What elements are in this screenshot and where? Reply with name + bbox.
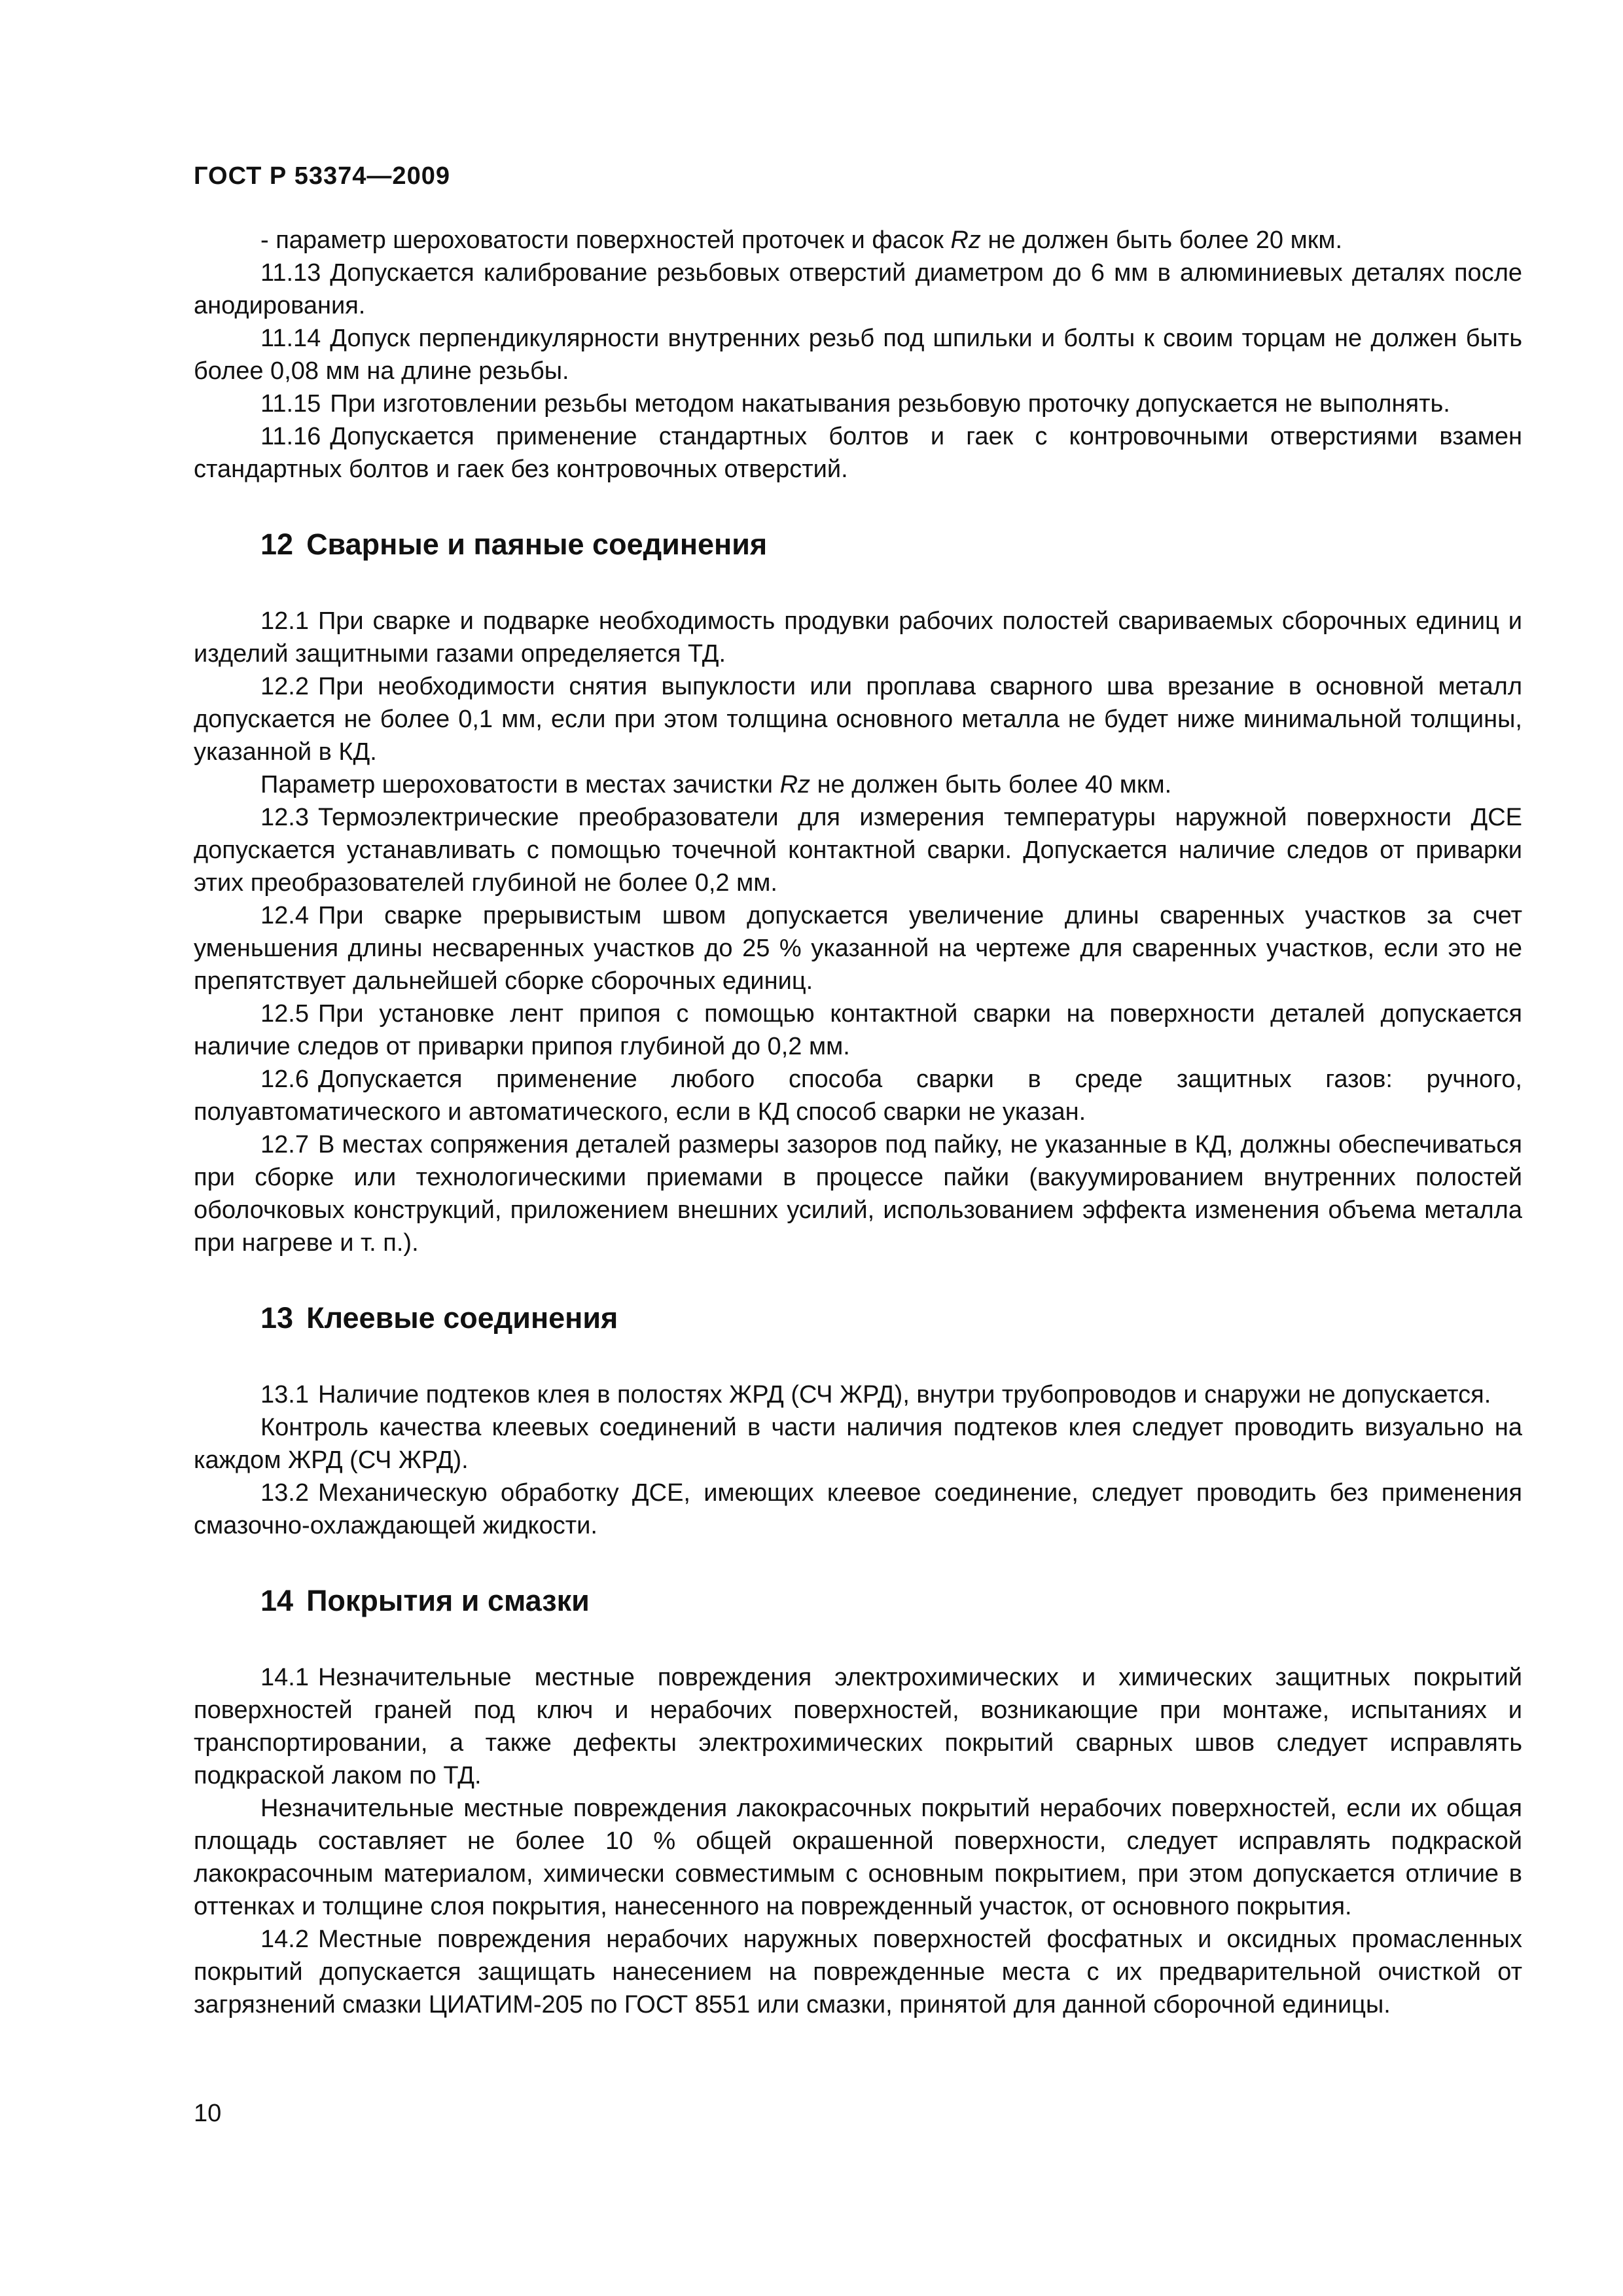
clause-number: 12.3	[260, 804, 309, 831]
clause-number: 13.1	[260, 1381, 309, 1408]
section-number: 14	[260, 1584, 294, 1617]
clause-12-6	[194, 1063, 1522, 1128]
document-body	[194, 224, 1522, 2021]
clause-number: 11.13	[260, 259, 321, 287]
clause-text: Механическую обработку ДСЕ, имеющих клеевое соединение, следует проводить без применения смазочно-охлаждающей жидкости.	[194, 1479, 1522, 1539]
clause-number: 11.16	[260, 423, 321, 450]
clause-text: В местах сопряжения деталей размеры зазоров под пайку, не указанные в КД, должны обеспечиваться при сборке или технологическими приемами в процессе пайки (вакуумированием внутренних полостей оболочковых конструкций, приложением внешних усилий, использованием эффекта изменения объема металла при нагреве и т. п.).	[194, 1131, 1522, 1257]
clause-text: При изготовлении резьбы методом накатывания резьбовую проточку допускается не выполнять.	[330, 390, 1450, 418]
clause-11-13	[194, 257, 1522, 322]
section-title: Клеевые соединения	[306, 1301, 618, 1335]
page-number: 10	[194, 2100, 222, 2127]
clause-number: 12.4	[260, 902, 309, 929]
clause-number: 14.1	[260, 1664, 309, 1691]
clause-text: При необходимости снятия выпуклости или проплава сварного шва врезание в основной металл допускается не более 0,1 мм, если при этом толщина основного металла не будет ниже минимальной толщины, указанной в КД.	[194, 673, 1522, 766]
clause-13-1	[194, 1378, 1522, 1411]
clause-text: Термоэлектрические преобразователи для измерения температуры наружной поверхности ДСЕ допускается устанавливать с помощью точечной контактной сварки. Допускается наличие следов от приварки этих преобразователей глубиной не более 0,2 мм.	[194, 804, 1522, 897]
clause-14-1-note: Незначительные местные повреждения лакокрасочных покрытий нерабочих поверхностей, если их общая площадь составляет не более 10 % общей окрашенной поверхности, следует исправлять подкраской лакокрасочным материалом, химически совместимым с основным покрытием, при этом допускается отличие в оттенках и толщине слоя покрытия, нанесенного на поврежденный участок, от основного покрытия.	[194, 1795, 1522, 1920]
clause-11-15	[194, 387, 1522, 420]
clause-number: 12.6	[260, 1066, 309, 1093]
clause-13-2	[194, 1477, 1522, 1542]
section-12-heading	[194, 526, 1522, 563]
clause-number: 12.5	[260, 1000, 309, 1028]
clause-13-1-note: Контроль качества клеевых соединений в части наличия подтеков клея следует проводить визуально на каждом ЖРД (СЧ ЖРД).	[194, 1414, 1522, 1474]
section-13-heading	[194, 1300, 1522, 1336]
clause-number: 12.7	[260, 1131, 309, 1158]
clause-text: Допуск перпендикулярности внутренних резьб под шпильки и болты к своим торцам не должен быть более 0,08 мм на длине резьбы.	[194, 325, 1522, 385]
clause-text: Наличие подтеков клея в полостях ЖРД (СЧ ЖРД), внутри трубопроводов и снаружи не допускается.	[317, 1381, 1491, 1408]
clause-11-16	[194, 420, 1522, 486]
section-number: 13	[260, 1301, 294, 1335]
clause-text: Допускается применение любого способа сварки в среде защитных газов: ручного, полуавтоматического и автоматического, если в КД способ сварки не указан.	[194, 1066, 1522, 1126]
clause-11-14	[194, 322, 1522, 387]
document-header: ГОСТ Р 53374—2009	[194, 162, 450, 190]
clause-12-2	[194, 670, 1522, 768]
clause-number: 11.15	[260, 390, 321, 418]
clause-12-4	[194, 899, 1522, 997]
clause-12-2-note: Параметр шероховатости в местах зачистки Rz не должен быть более 40 мкм.	[260, 771, 1172, 798]
clause-text: Незначительные местные повреждения электрохимических и химических защитных покрытий поверхностей граней под ключ и нерабочих поверхностей, возникающие при монтаже, испытаниях и транспортировании, а также дефекты электрохимических покрытий сварных швов следует исправлять подкраской лаком по ТД.	[194, 1664, 1522, 1789]
clause-text: Местные повреждения нерабочих наружных поверхностей фосфатных и оксидных промасленных покрытий допускается защищать нанесением на поврежденные места с их предварительной очисткой от загрязнений смазки ЦИАТИМ-205 по ГОСТ 8551 или смазки, принятой для данной сборочной единицы.	[194, 1926, 1522, 2018]
clause-text: При установке лент припоя с помощью контактной сварки на поверхности деталей допускается наличие следов от приварки припоя глубиной до 0,2 мм.	[194, 1000, 1522, 1060]
clause-number: 13.2	[260, 1479, 309, 1507]
clause-number: 11.14	[260, 325, 321, 352]
clause-12-7	[194, 1128, 1522, 1259]
roughness-symbol: Rz	[950, 226, 981, 254]
clause-number: 12.2	[260, 673, 309, 700]
clause-14-1	[194, 1661, 1522, 1792]
clause-text: Допускается калибрование резьбовых отверстий диаметром до 6 мм в алюминиевых деталях после анодирования.	[194, 259, 1522, 319]
clause-text: Допускается применение стандартных болтов и гаек с контровочными отверстиями взамен стандартных болтов и гаек без контровочных отверстий.	[194, 423, 1522, 483]
section-number: 12	[260, 528, 294, 561]
clause-14-2	[194, 1923, 1522, 2021]
clause-number: 14.2	[260, 1926, 309, 1953]
clause-12-3	[194, 801, 1522, 899]
clause-number: 12.1	[260, 607, 309, 635]
intro-paragraph: - параметр шероховатости поверхностей проточек и фасок Rz не должен быть более 20 мкм.	[260, 226, 1343, 254]
clause-12-5	[194, 997, 1522, 1063]
clause-text: При сварке прерывистым швом допускается увеличение длины сваренных участков за счет уменьшения длины несваренных участков до 25 % указанной на чертеже для сваренных участков, если это не препятствует дальнейшей сборке сборочных единиц.	[194, 902, 1522, 995]
roughness-symbol: Rz	[779, 771, 811, 798]
clause-12-1	[194, 605, 1522, 670]
clause-text: При сварке и подварке необходимость продувки рабочих полостей свариваемых сборочных единиц и изделий защитными газами определяется ТД.	[194, 607, 1522, 668]
section-title: Сварные и паяные соединения	[306, 528, 768, 561]
section-title: Покрытия и смазки	[306, 1584, 590, 1617]
section-14-heading	[194, 1583, 1522, 1619]
